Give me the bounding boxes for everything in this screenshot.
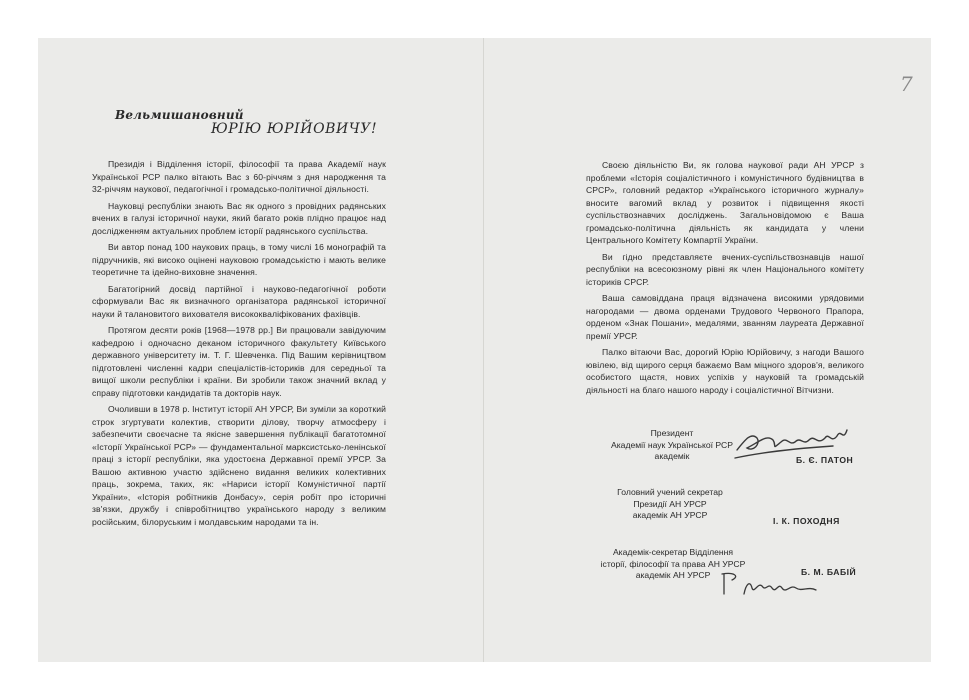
sig-line: академік — [654, 451, 690, 461]
paragraph: Багатогірний досвід партійної і науково-педагогічної роботи сформували Вас як визначного організатора радянської історичної науки й талановитого вихователя висококваліфікованих фахівців. — [92, 283, 386, 319]
sig-line: Президії АН УРСР — [633, 498, 707, 509]
paragraph: Ви гідно представляєте вчених-суспільствознавців нашої республіки на всесоюзному рівні як член Національного комітету істориків СРСР. — [586, 251, 864, 287]
president-title — [592, 428, 752, 463]
page-number: 7 — [900, 72, 913, 96]
sig-line: Президент — [650, 428, 694, 438]
sig-line: академік АН УРСР — [632, 510, 708, 520]
paragraph: Своєю діяльністю Ви, як голова наукової ради АН УРСР з проблеми «Історія соціалістичного і комуністичного будівництва в СРСР», головний редактор «Українського історичного журналу» вносите вагомий вклад у розвиток і підвищення якості суспільствознавчих досліджень. Загальновідомою є Ваша громадсько-політична діяльність як кандидата у члени Центрального Комітету Компартії України. — [586, 160, 864, 245]
secretary-title — [600, 487, 740, 522]
greeting-addressee: ЮРІЮ ЮРІЙОВИЧУ! — [211, 121, 378, 137]
paragraph: Президія і Відділення історії, філософії та права Академії наук Української РСР палко вітають Вас з 60-річчям з дня народження та 32-річчям наукової, педагогічної і громадсько-політичної діяльності. — [92, 159, 386, 194]
sig-line: Академії наук Української РСР — [610, 439, 733, 450]
paragraph: Ви автор понад 100 наукових праць, в тому числі 16 монографій та підручників, які високо оцінені науковою громадськістю і мають велике теоретичне та ідейно-виховне значення. — [92, 242, 386, 277]
paragraph: Ваша самовіддана праця відзначена високими урядовими нагородами — двома орденами Трудового Червоного Прапора, орденом «Знак Пошани», медалями, званням лауреата Державної премії УРСР. — [586, 293, 864, 341]
secretary-name: І. К. ПОХОДНЯ — [773, 516, 840, 526]
division-secretary-name: Б. М. БАБІЙ — [801, 567, 857, 577]
left-column — [92, 158, 386, 532]
page-fold — [483, 38, 484, 662]
president-name: Б. Є. ПАТОН — [796, 455, 854, 465]
sig-line: академік АН УРСР — [635, 570, 711, 580]
paragraph: Протягом десяти років [1968—1978 рр.] Ви працювали завідуючим кафедрою і одночасно деканом історичного факультету Київського державного університету ім. Т. Г. Шевченка. Під Вашим керівництвом підготовлені численні кадри спеціалістів-істориків для середньої та вищої школи республіки і країни. Ви зробили також значний вклад у справу підготовки кандидатів та докторів наук. — [92, 325, 386, 398]
greeting-salutation: Вельмишановний — [115, 108, 244, 122]
sig-line: Академік-секретар Відділення — [612, 547, 734, 557]
sig-line: історії, філософії та права АН УРСР — [600, 558, 746, 569]
paragraph: Палко вітаючи Вас, дорогий Юрію Юрійовичу, з нагоди Вашого ювілею, від щирого серця бажаємо Вам міцного здоров'я, великого особистого щастя, нових успіхів у науковій та громадській діяльності на благо нашого народу і соціалістичної Вітчизни. — [586, 347, 864, 395]
paragraph: Науковці республіки знають Вас як одного з провідних радянських вчених в галузі історичної науки, який багато років плідно працює над дослідженням актуальних проблем історії радянського суспільства. — [92, 200, 386, 236]
sig-line: Головний учений секретар — [617, 487, 723, 497]
right-column — [586, 159, 864, 400]
paragraph: Очоливши в 1978 р. Інститут історії АН УРСР, Ви зуміли за короткий строк згуртувати колектив, створити ділову, творчу атмосферу і забезпечити своєчасне та якісне завершення публікації багатотомної «Історії Української РСР» — фундаментальної марксистсько-ленінської праці з історії республіки, яка удостоєна Державної премії УРСР. За Вашою активною участю здійснено видання великих колективних праць, зокрема, таких, як: «Нариси історії Комуністичної партії України», «Історія робітників Донбасу», серія робіт про історичні зв'язки, дружбу і співробітництво українського народу з великим російським, білоруським і молдавським народами та ін. — [92, 404, 386, 527]
